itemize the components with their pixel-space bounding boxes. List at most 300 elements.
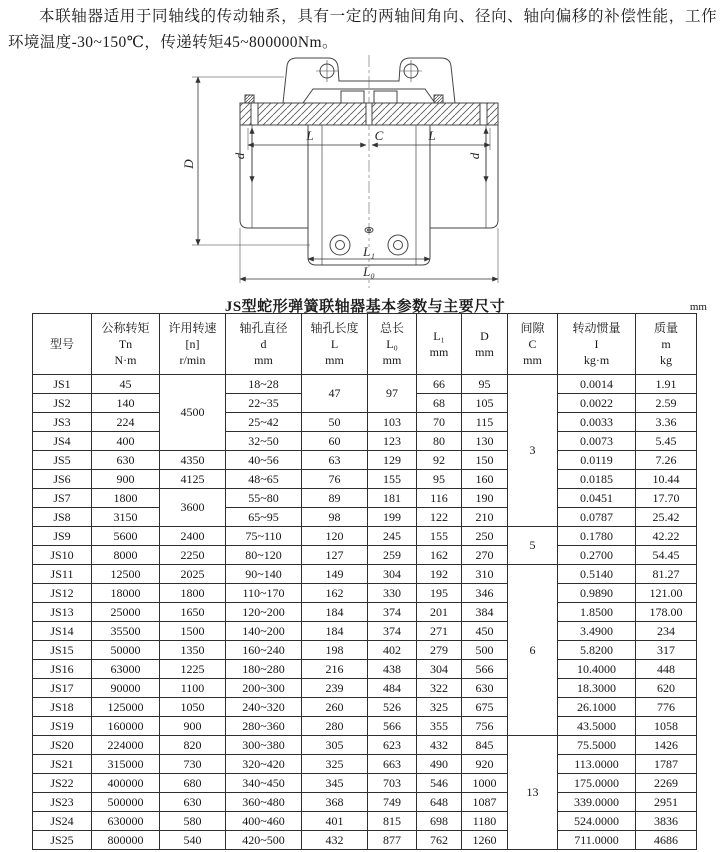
table-cell: 756: [462, 717, 508, 736]
table-cell: 0.1780: [558, 527, 636, 546]
table-cell: 448: [636, 660, 697, 679]
table-cell: 140: [92, 394, 160, 413]
table-cell: 115: [462, 413, 508, 432]
table-cell: 5: [508, 527, 558, 565]
dim-label-C: C: [374, 128, 384, 143]
table-cell: 149: [302, 565, 368, 584]
table-cell: 304: [417, 660, 462, 679]
table-cell: 526: [368, 698, 417, 717]
table-cell: 703: [368, 774, 417, 793]
table-cell: 18000: [92, 584, 160, 603]
table-cell: 484: [368, 679, 417, 698]
table-cell: 698: [417, 812, 462, 831]
table-cell: 630: [462, 679, 508, 698]
table-cell: JS14: [33, 622, 92, 641]
table-cell: 566: [368, 717, 417, 736]
table-cell: 4500: [160, 375, 226, 451]
table-row: [33, 508, 697, 527]
table-row: [33, 451, 697, 470]
header-cell: [636, 314, 697, 375]
header-line: 型号: [49, 337, 74, 351]
dim-label-D: D: [182, 159, 196, 169]
table-cell: 13: [508, 736, 558, 850]
header-cell: [558, 314, 636, 375]
table-cell: 32~50: [226, 432, 302, 451]
header-line: [n]: [185, 337, 200, 351]
table-cell: 800000: [92, 831, 160, 850]
table-cell: 0.5140: [558, 565, 636, 584]
table-cell: 25.42: [636, 508, 697, 527]
table-cell: 140~200: [226, 622, 302, 641]
table-row: [33, 831, 697, 850]
header-line: Tn: [118, 337, 133, 351]
table-cell: 0.0451: [558, 489, 636, 508]
table-cell: 279: [417, 641, 462, 660]
table-cell: 0.9890: [558, 584, 636, 603]
header-line: 质量: [653, 321, 678, 335]
table-cell: 45: [92, 375, 160, 394]
table-cell: JS23: [33, 793, 92, 812]
header-line: 间隙: [520, 321, 545, 335]
table-cell: 0.2700: [558, 546, 636, 565]
table-cell: JS19: [33, 717, 92, 736]
header-line: mm: [429, 345, 449, 359]
header-line: d: [260, 337, 267, 351]
table-row: [33, 812, 697, 831]
header-line: I: [594, 337, 599, 351]
table-cell: 675: [462, 698, 508, 717]
table-body: [33, 375, 697, 850]
table-cell: 26.1000: [558, 698, 636, 717]
table-cell: 180~280: [226, 660, 302, 679]
header-cell: [368, 314, 417, 375]
table-cell: 374: [368, 622, 417, 641]
header-line: N·m: [114, 353, 137, 367]
table-cell: 400: [92, 432, 160, 451]
table-cell: JS15: [33, 641, 92, 660]
table-cell: 3.4900: [558, 622, 636, 641]
table-cell: 178.00: [636, 603, 697, 622]
table-row: [33, 527, 697, 546]
table-cell: 103: [368, 413, 417, 432]
table-cell: 3.36: [636, 413, 697, 432]
table-cell: 25~42: [226, 413, 302, 432]
table-cell: 92: [417, 451, 462, 470]
table-cell: 270: [462, 546, 508, 565]
table-cell: JS5: [33, 451, 92, 470]
table-cell: 68: [417, 394, 462, 413]
table-cell: 317: [636, 641, 697, 660]
table-cell: 0.0073: [558, 432, 636, 451]
table-cell: 0.0119: [558, 451, 636, 470]
table-cell: 776: [636, 698, 697, 717]
header-line: mm: [382, 353, 402, 367]
dim-label-d-right: d: [467, 152, 482, 160]
table-cell: 730: [160, 755, 226, 774]
header-line: 轴孔长度: [310, 321, 359, 335]
table-row: [33, 774, 697, 793]
table-cell: 1225: [160, 660, 226, 679]
table-row: [33, 622, 697, 641]
table-cell: 90000: [92, 679, 160, 698]
table-cell: 105: [462, 394, 508, 413]
table-row: [33, 603, 697, 622]
header-line: L: [330, 337, 339, 351]
table-cell: 325: [417, 698, 462, 717]
table-cell: 1000: [462, 774, 508, 793]
table-cell: 110~170: [226, 584, 302, 603]
header-line: mm: [254, 353, 273, 367]
table-cell: 400~460: [226, 812, 302, 831]
table-cell: 89: [302, 489, 368, 508]
table-row: [33, 489, 697, 508]
table-cell: 80~120: [226, 546, 302, 565]
table-cell: 580: [160, 812, 226, 831]
table-cell: 25000: [92, 603, 160, 622]
table-cell: 2250: [160, 546, 226, 565]
header-cell: [462, 314, 508, 375]
table-cell: 97: [368, 375, 417, 413]
table-cell: 0.0022: [558, 394, 636, 413]
table-cell: 8000: [92, 546, 160, 565]
table-row: [33, 584, 697, 603]
header-cell: [508, 314, 558, 375]
table-cell: 1650: [160, 603, 226, 622]
table-cell: 2.59: [636, 394, 697, 413]
table-cell: 2269: [636, 774, 697, 793]
header-line: L₀: [386, 337, 398, 351]
table-cell: 368: [302, 793, 368, 812]
header-line: mm: [475, 345, 494, 359]
table-cell: 623: [368, 736, 417, 755]
table-cell: 2025: [160, 565, 226, 584]
table-cell: 402: [368, 641, 417, 660]
table-cell: 420~500: [226, 831, 302, 850]
table-cell: 0.0787: [558, 508, 636, 527]
dim-label-L0: L₀: [363, 264, 375, 279]
table-row: [33, 413, 697, 432]
table-cell: 900: [92, 470, 160, 489]
table-cell: 181: [368, 489, 417, 508]
table-cell: 1350: [160, 641, 226, 660]
dim-label-L-left: L: [306, 128, 314, 143]
table-cell: 432: [417, 736, 462, 755]
table-cell: 1426: [636, 736, 697, 755]
table-cell: 1260: [462, 831, 508, 850]
table-cell: JS13: [33, 603, 92, 622]
header-line: L₁: [433, 329, 445, 343]
table-cell: 50000: [92, 641, 160, 660]
table-cell: 566: [462, 660, 508, 679]
table-cell: 98: [302, 508, 368, 527]
table-cell: JS16: [33, 660, 92, 679]
table-cell: 320~420: [226, 755, 302, 774]
table-cell: JS4: [33, 432, 92, 451]
table-cell: 76: [302, 470, 368, 489]
table-row: [33, 660, 697, 679]
header-line: 轴孔直径: [239, 321, 288, 335]
table-cell: 355: [417, 717, 462, 736]
table-cell: 160~240: [226, 641, 302, 660]
table-cell: 123: [368, 432, 417, 451]
table-cell: 1087: [462, 793, 508, 812]
table-cell: 150: [462, 451, 508, 470]
table-cell: 245: [368, 527, 417, 546]
table-title: JS型蛇形弹簧联轴器基本参数与主要尺寸: [224, 299, 506, 315]
table-cell: 54.45: [636, 546, 697, 565]
table-cell: JS24: [33, 812, 92, 831]
table-cell: 325: [302, 755, 368, 774]
table-cell: 1787: [636, 755, 697, 774]
table-cell: 43.5000: [558, 717, 636, 736]
table-cell: 6: [508, 565, 558, 736]
table-row: [33, 755, 697, 774]
table-row: [33, 641, 697, 660]
table-cell: JS18: [33, 698, 92, 717]
table-cell: 310: [462, 565, 508, 584]
header-cell: [226, 314, 302, 375]
table-cell: 160000: [92, 717, 160, 736]
table-cell: 749: [368, 793, 417, 812]
table-cell: 340~450: [226, 774, 302, 793]
table-cell: JS3: [33, 413, 92, 432]
table-cell: 0.0033: [558, 413, 636, 432]
table-row: [33, 717, 697, 736]
header-line: 总长: [379, 321, 404, 335]
table-cell: 200~300: [226, 679, 302, 698]
table-cell: 195: [417, 584, 462, 603]
table-cell: 7.26: [636, 451, 697, 470]
table-cell: 259: [368, 546, 417, 565]
table-cell: 175.0000: [558, 774, 636, 793]
table-cell: 346: [462, 584, 508, 603]
table-cell: 60: [302, 432, 368, 451]
table-cell: 65~95: [226, 508, 302, 527]
dim-label-d-left: d: [232, 152, 247, 160]
header-line: mm: [523, 353, 542, 367]
table-row: [33, 546, 697, 565]
table-cell: 663: [368, 755, 417, 774]
header-cell: [33, 314, 92, 375]
table-row: [33, 432, 697, 451]
table-cell: 22~35: [226, 394, 302, 413]
table-cell: 438: [368, 660, 417, 679]
table-cell: 12500: [92, 565, 160, 584]
table-cell: 127: [302, 546, 368, 565]
table-cell: 162: [302, 584, 368, 603]
dim-label-L1: L₁: [363, 244, 375, 259]
table-cell: 877: [368, 831, 417, 850]
table-cell: 820: [160, 736, 226, 755]
table-cell: 339.0000: [558, 793, 636, 812]
table-cell: 42.22: [636, 527, 697, 546]
table-cell: 199: [368, 508, 417, 527]
table-cell: 280: [302, 717, 368, 736]
table-cell: 17.70: [636, 489, 697, 508]
table-cell: 155: [368, 470, 417, 489]
table-cell: 500: [462, 641, 508, 660]
table-cell: 10.44: [636, 470, 697, 489]
table-cell: JS1: [33, 375, 92, 394]
table-cell: 322: [417, 679, 462, 698]
table-cell: 920: [462, 755, 508, 774]
table-cell: 184: [302, 622, 368, 641]
header-cell: [92, 314, 160, 375]
table-cell: 184: [302, 603, 368, 622]
table-cell: 121.00: [636, 584, 697, 603]
table-cell: JS7: [33, 489, 92, 508]
table-cell: 315000: [92, 755, 160, 774]
table-cell: 1058: [636, 717, 697, 736]
table-cell: JS11: [33, 565, 92, 584]
table-cell: 680: [160, 774, 226, 793]
table-cell: 40~56: [226, 451, 302, 470]
table-row: [33, 679, 697, 698]
table-cell: 1.91: [636, 375, 697, 394]
table-cell: 432: [302, 831, 368, 850]
table-row: [33, 793, 697, 812]
table-cell: 198: [302, 641, 368, 660]
table-cell: 239: [302, 679, 368, 698]
table-cell: 2400: [160, 527, 226, 546]
coupling-drawing-svg: [182, 52, 542, 292]
table-cell: 120: [302, 527, 368, 546]
table-cell: 66: [417, 375, 462, 394]
table-cell: 5.45: [636, 432, 697, 451]
table-cell: 3600: [160, 489, 226, 527]
table-cell: JS20: [33, 736, 92, 755]
table-cell: 10.4000: [558, 660, 636, 679]
table-cell: 162: [417, 546, 462, 565]
table-head: [33, 314, 697, 375]
table-cell: 120~200: [226, 603, 302, 622]
table-cell: 1.8500: [558, 603, 636, 622]
table-cell: JS12: [33, 584, 92, 603]
table-cell: 125000: [92, 698, 160, 717]
table-cell: 18.3000: [558, 679, 636, 698]
table-cell: 1800: [160, 584, 226, 603]
header-line: C: [528, 337, 537, 351]
table-cell: 95: [417, 470, 462, 489]
table-cell: JS6: [33, 470, 92, 489]
table-cell: 280~360: [226, 717, 302, 736]
header-line: D: [480, 329, 489, 343]
table-cell: 210: [462, 508, 508, 527]
table-cell: 900: [160, 717, 226, 736]
table-row: [33, 736, 697, 755]
header-row: [33, 314, 697, 375]
table-cell: 224000: [92, 736, 160, 755]
table-unit-note: mm: [689, 301, 707, 313]
table-cell: JS2: [33, 394, 92, 413]
table-cell: 620: [636, 679, 697, 698]
header-line: 转动惯量: [572, 321, 621, 335]
header-line: mm: [325, 353, 344, 367]
table-cell: 450: [462, 622, 508, 641]
table-cell: 216: [302, 660, 368, 679]
table-cell: 192: [417, 565, 462, 584]
table-cell: 305: [302, 736, 368, 755]
table-cell: 345: [302, 774, 368, 793]
table-cell: 540: [160, 831, 226, 850]
table-cell: 50: [302, 413, 368, 432]
table-cell: 3150: [92, 508, 160, 527]
table-cell: 129: [368, 451, 417, 470]
table-cell: 815: [368, 812, 417, 831]
table-cell: 0.0185: [558, 470, 636, 489]
table-cell: 374: [368, 603, 417, 622]
table-cell: 384: [462, 603, 508, 622]
table-cell: 75~110: [226, 527, 302, 546]
table-cell: 630000: [92, 812, 160, 831]
table-cell: 75.5000: [558, 736, 636, 755]
table-row: [33, 470, 697, 489]
table-cell: 762: [417, 831, 462, 850]
table-cell: 1180: [462, 812, 508, 831]
header-line: r/min: [179, 353, 206, 367]
table-cell: JS10: [33, 546, 92, 565]
table-cell: JS22: [33, 774, 92, 793]
table-cell: 1050: [160, 698, 226, 717]
dim-label-L-right: L: [428, 128, 436, 143]
table-cell: 304: [368, 565, 417, 584]
header-cell: [417, 314, 462, 375]
table-cell: 130: [462, 432, 508, 451]
table-cell: 80: [417, 432, 462, 451]
table-cell: 524.0000: [558, 812, 636, 831]
table-cell: 630: [92, 451, 160, 470]
table-cell: 201: [417, 603, 462, 622]
header-line: 许用转速: [168, 321, 217, 335]
table-cell: 48~65: [226, 470, 302, 489]
table-cell: 3836: [636, 812, 697, 831]
table-cell: 1500: [160, 622, 226, 641]
table-cell: 18~28: [226, 375, 302, 394]
table-cell: 4350: [160, 451, 226, 470]
table-cell: 648: [417, 793, 462, 812]
table-cell: 5600: [92, 527, 160, 546]
table-cell: 70: [417, 413, 462, 432]
table-cell: 360~480: [226, 793, 302, 812]
table-cell: 630: [160, 793, 226, 812]
table-cell: JS17: [33, 679, 92, 698]
header-cell: [302, 314, 368, 375]
table-cell: 1100: [160, 679, 226, 698]
table-cell: 224: [92, 413, 160, 432]
table-cell: 845: [462, 736, 508, 755]
table-cell: 240~320: [226, 698, 302, 717]
table-cell: 500000: [92, 793, 160, 812]
table-cell: 5.8200: [558, 641, 636, 660]
table-cell: JS21: [33, 755, 92, 774]
header-line: kg·m: [583, 353, 610, 367]
table-cell: 116: [417, 489, 462, 508]
table-cell: 271: [417, 622, 462, 641]
coupling-drawing: [182, 52, 542, 292]
table-cell: 35500: [92, 622, 160, 641]
table-cell: 234: [636, 622, 697, 641]
table-cell: 190: [462, 489, 508, 508]
header-line: m: [661, 337, 671, 351]
table-cell: 300~380: [226, 736, 302, 755]
table-cell: 81.27: [636, 565, 697, 584]
table-cell: 55~80: [226, 489, 302, 508]
table-cell: 63: [302, 451, 368, 470]
table-cell: 4125: [160, 470, 226, 489]
table-cell: 95: [462, 375, 508, 394]
table-cell: 546: [417, 774, 462, 793]
table-cell: 0.0014: [558, 375, 636, 394]
